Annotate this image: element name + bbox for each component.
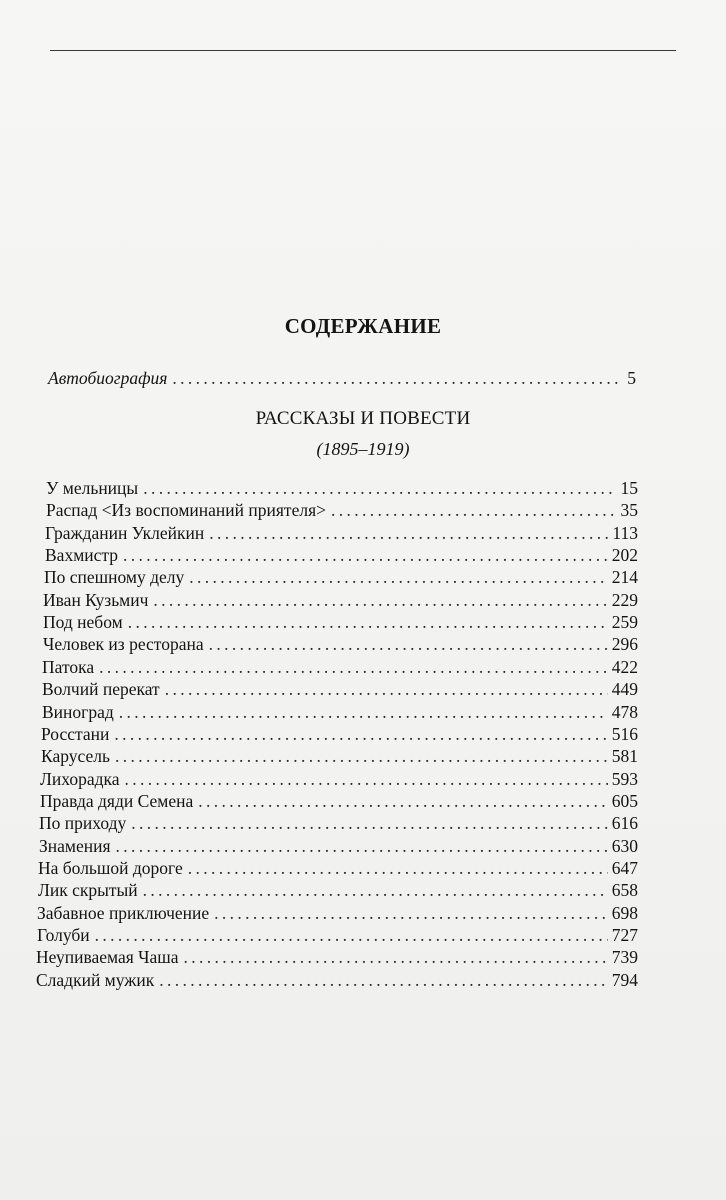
toc-entry-page: 630	[611, 836, 638, 856]
toc-entry	[42, 678, 638, 700]
toc-entry-title: Правда дяди Семена	[40, 791, 194, 811]
dot-leader	[153, 589, 607, 611]
toc-entry-page: 727	[611, 925, 638, 945]
dot-leader	[143, 879, 608, 901]
toc-entry	[37, 924, 638, 946]
contents-title: СОДЕРЖАНИЕ	[284, 314, 442, 338]
toc-entry-title: Распад <Из воспоминаний приятеля>	[46, 500, 326, 520]
toc-entry	[44, 566, 638, 588]
toc-entry	[38, 879, 638, 901]
toc-entry-title: Человек из ресторана	[43, 634, 204, 654]
toc-entry-title: На большой дороге	[38, 858, 183, 878]
toc-entry-title: Волчий перекат	[42, 679, 160, 699]
dot-leader	[214, 902, 608, 924]
header-rule	[50, 50, 676, 51]
toc-entry	[46, 499, 638, 521]
toc-entry-page: 296	[611, 634, 638, 654]
dot-leader	[131, 812, 608, 834]
toc-entry-page: 478	[611, 702, 638, 722]
toc-entry-page: 658	[611, 880, 638, 900]
toc-entry-title: Лихорадка	[40, 769, 120, 789]
dot-leader	[184, 946, 608, 968]
toc-entry	[42, 656, 638, 678]
dot-leader	[115, 745, 608, 767]
toc-entry-title: Гражданин Уклейкин	[45, 523, 205, 543]
toc-entry-page: 647	[611, 858, 638, 878]
dot-leader	[188, 857, 608, 879]
toc-entry-page: 593	[611, 769, 638, 789]
toc-entry-title: Неупиваемая Чаша	[36, 947, 179, 967]
toc-entry-page: 5	[627, 368, 636, 388]
toc-entry-page: 422	[611, 657, 638, 677]
toc-entry-title: По спешному делу	[44, 567, 185, 587]
toc-entry	[41, 723, 638, 745]
toc-entry	[43, 633, 638, 655]
toc-entry-title: Сладкий мужик	[36, 970, 155, 990]
dot-leader	[209, 633, 608, 655]
toc-entry-page: 516	[611, 724, 638, 744]
toc-entry	[40, 790, 638, 812]
toc-entry	[45, 544, 638, 566]
toc-entry	[38, 857, 638, 879]
toc-entry	[42, 701, 638, 723]
dot-leader	[143, 477, 616, 499]
dot-leader	[172, 367, 623, 389]
toc-entry	[40, 768, 638, 790]
toc-entry	[43, 611, 638, 633]
toc-entry	[37, 902, 638, 924]
dot-leader	[159, 969, 608, 991]
toc-entry-autobiography	[48, 367, 636, 389]
toc-entry-page: 35	[620, 500, 638, 520]
toc-entry-title: Виноград	[42, 702, 114, 722]
toc-entry-title: Вахмистр	[45, 545, 119, 565]
toc-entry-page: 214	[611, 567, 638, 587]
toc-entry-page: 15	[620, 478, 638, 498]
toc-entry-title: Иван Кузьмич	[43, 590, 149, 610]
toc-entry-page: 605	[611, 791, 638, 811]
toc-entry-title: Знамения	[39, 836, 111, 856]
toc-entry	[46, 477, 638, 499]
toc-entry-page: 794	[611, 970, 638, 990]
toc-entry	[39, 812, 638, 834]
toc-entry-page: 616	[611, 813, 638, 833]
toc-entry-title: У мельницы	[46, 478, 139, 498]
toc-entry-title: Лик скрытый	[38, 880, 138, 900]
toc-entry-page: 229	[611, 590, 638, 610]
toc-entry	[39, 835, 638, 857]
section-years: (1895–1919)	[316, 439, 410, 459]
dot-leader	[198, 790, 607, 812]
toc-entry-title: Забавное приключение	[37, 903, 210, 923]
toc-entry-title: Под небом	[43, 612, 123, 632]
toc-entry-page: 739	[611, 947, 638, 967]
dot-leader	[95, 924, 608, 946]
toc-entry-page: 113	[612, 523, 638, 543]
toc-entry-title: Автобиография	[48, 368, 168, 388]
dot-leader	[99, 656, 608, 678]
toc-entry	[45, 522, 638, 544]
dot-leader	[331, 499, 617, 521]
dot-leader	[128, 611, 608, 633]
toc-entry	[41, 745, 638, 767]
dot-leader	[114, 723, 607, 745]
toc-entry-page: 449	[611, 679, 638, 699]
dot-leader	[125, 768, 608, 790]
dot-leader	[119, 701, 608, 723]
toc-entry-page: 259	[611, 612, 638, 632]
toc-entry-page: 202	[611, 545, 638, 565]
toc-entry	[43, 589, 638, 611]
toc-entry-title: Росстани	[41, 724, 110, 744]
dot-leader	[189, 566, 607, 588]
toc-entry-page: 698	[611, 903, 638, 923]
dot-leader	[209, 522, 608, 544]
toc-entry-title: Карусель	[41, 746, 110, 766]
toc-entry	[36, 946, 638, 968]
section-title: РАССКАЗЫ И ПОВЕСТИ	[255, 408, 471, 429]
toc-entry-title: По приходу	[39, 813, 127, 833]
toc-entry-title: Голуби	[37, 925, 90, 945]
dot-leader	[116, 835, 608, 857]
dot-leader	[165, 678, 608, 700]
toc-entry-page: 581	[611, 746, 638, 766]
toc-entry-title: Патока	[42, 657, 95, 677]
dot-leader	[123, 544, 608, 566]
toc-entry	[36, 969, 638, 991]
